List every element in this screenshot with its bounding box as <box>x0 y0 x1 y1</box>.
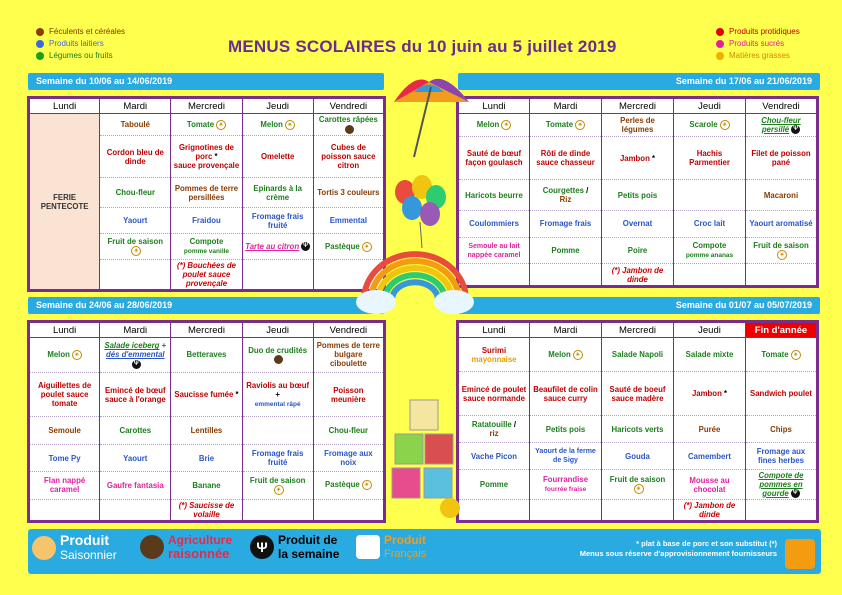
day-header: Lundi <box>29 322 100 338</box>
menu-cell <box>530 114 602 137</box>
menu-cell <box>242 114 313 136</box>
menu-cell: Emincé de bœuf sauce à l'orange <box>100 372 171 417</box>
badge-label: Agriculture <box>168 533 233 547</box>
menu-cell: Pomme <box>530 237 602 264</box>
menu-cell: Gouda <box>602 443 674 470</box>
dish-label: Duo de crudités <box>248 345 308 355</box>
seasonal-icon: ☀ <box>362 242 372 252</box>
menu-cell <box>100 260 171 291</box>
menu-cell: Haricots beurre <box>458 180 530 211</box>
menu-table-week1 <box>27 96 386 292</box>
menu-cell: Haricots verts <box>602 416 674 443</box>
seasonal-icon: ☀ <box>131 246 141 256</box>
menu-cell: Yaourt aromatisé <box>746 210 818 237</box>
menu-cell: Yaourt de la ferme de Sigy <box>530 443 602 470</box>
menu-cell: Fromage frais <box>530 210 602 237</box>
substitute-note: (*) Jambon de dinde <box>602 264 674 287</box>
menu-cell: Petits pois <box>530 416 602 443</box>
menu-cell <box>746 264 818 287</box>
dish-label: Tarte au citron <box>245 241 300 251</box>
menu-cell: Taboulé <box>100 114 171 136</box>
menu-cell: Fromage aux noix <box>313 444 384 471</box>
menu-cell <box>530 500 602 522</box>
dish-label: Tomate <box>186 119 215 129</box>
badge-label: Produit <box>60 532 109 548</box>
seasonal-icon: ☀ <box>573 350 583 360</box>
day-header: Jeudi <box>674 322 746 338</box>
menu-cell: Pommes de terre persillées <box>171 178 242 208</box>
day-header: Mercredi <box>602 98 674 114</box>
menu-cell <box>602 500 674 522</box>
menu-cell <box>746 114 818 137</box>
day-header: Vendredi <box>313 98 384 114</box>
seasonal-icon: ☀ <box>501 120 511 130</box>
menu-cell <box>242 499 313 521</box>
menu-cell <box>242 417 313 444</box>
badge-label: Produit de <box>278 533 338 547</box>
menu-cell: Beaufilet de colin sauce curry <box>530 372 602 416</box>
menu-cell: Fromage aux fines herbes <box>746 443 818 470</box>
day-header: Mercredi <box>171 322 242 338</box>
menu-cell <box>602 137 674 180</box>
seasonal-icon: ☀ <box>634 484 644 494</box>
menu-cell <box>100 499 171 521</box>
menu-cell: Pommes de terre bulgare ciboulette <box>313 338 384 373</box>
menu-cell <box>29 499 100 521</box>
menu-cell: Fraidou <box>171 208 242 234</box>
menu-cell: Hachis Parmentier <box>674 137 746 180</box>
week-header-4: Semaine du 01/07 au 05/07/2019 <box>458 297 820 314</box>
legend-label: Produits laitiers <box>49 39 104 48</box>
seasonal-icon: ☀ <box>216 120 226 130</box>
day-header: Lundi <box>458 98 530 114</box>
menu-cell: Sauté de bœuf façon goulasch <box>458 137 530 180</box>
week-header-2: Semaine du 17/06 au 21/06/2019 <box>458 73 820 90</box>
holiday-label: FERIE PENTECOTE <box>40 192 89 211</box>
dish-label: Surimi <box>481 345 507 355</box>
dish-detail: emmental râpé <box>254 400 301 408</box>
menu-cell: Salade Napoli <box>602 338 674 372</box>
menu-table-week2 <box>456 96 819 288</box>
menu-cell <box>674 237 746 264</box>
menu-cell <box>674 114 746 137</box>
dish-label: Saucisse fumée <box>174 390 234 400</box>
blue-dot-icon <box>36 40 44 48</box>
menu-cell: Perles de légumes <box>602 114 674 137</box>
day-header: Mardi <box>530 98 602 114</box>
menu-cell: Overnat <box>602 210 674 237</box>
product-of-week-icon: Ψ <box>301 242 310 251</box>
legend-label: Produits sucrés <box>729 39 785 48</box>
seasonal-icon: ☀ <box>720 120 730 130</box>
menu-cell: Fromage frais fruité <box>242 444 313 471</box>
dish-label: Pastèque <box>325 480 360 490</box>
kids-logo-icon <box>785 539 815 569</box>
menu-cell: Mousse au chocolat <box>674 470 746 500</box>
seasonal-icon: ☀ <box>575 120 585 130</box>
menu-cell: Betteraves <box>171 338 242 373</box>
menu-cell: Petits pois <box>602 180 674 211</box>
menu-cell <box>100 338 171 373</box>
footnote-line: * plat à base de porc et son substitut (*) <box>636 539 777 548</box>
dish-label: Scarole <box>689 120 718 130</box>
pink-dot-icon <box>716 40 724 48</box>
dish-label: Melon <box>476 120 500 130</box>
seasonal-icon: ☀ <box>274 485 284 495</box>
seasonal-icon: ☀ <box>791 350 801 360</box>
menu-cell: Yaourt <box>100 444 171 471</box>
footer-bar <box>28 529 821 574</box>
menu-cell: Emincé de poulet sauce normande <box>458 372 530 416</box>
menu-cell: Rôti de dinde sauce chasseur <box>530 137 602 180</box>
dish-sauce: sauce provençale <box>173 161 240 170</box>
day-header: Mercredi <box>602 322 674 338</box>
dish-label: Compote <box>189 237 224 246</box>
seasonal-icon: ☀ <box>362 480 372 490</box>
yellow-dot-icon <box>716 52 724 60</box>
day-header: Jeudi <box>242 98 313 114</box>
product-of-week-icon: Ψ <box>791 125 800 134</box>
menu-cell: Brie <box>171 444 242 471</box>
menu-cell: Chips <box>746 416 818 443</box>
dish-label: Melon <box>260 119 283 129</box>
menu-cell: Banane <box>171 472 242 499</box>
menu-cell: Aiguillettes de poulet sauce tomate <box>29 372 100 417</box>
agriculture-badge <box>140 533 232 561</box>
dish-label: Fruit de saison <box>753 241 809 251</box>
menu-cell: Chou-fleur <box>100 178 171 208</box>
menu-cell: Vache Picon <box>458 443 530 470</box>
menu-cell: Poisson meunière <box>313 372 384 417</box>
menu-cell: Croc lait <box>674 210 746 237</box>
dish-label: Fruit de saison <box>107 237 164 246</box>
product-of-week-icon: Ψ <box>250 535 274 559</box>
agriculture-icon <box>274 355 283 364</box>
separator: + <box>161 341 167 351</box>
day-header: Lundi <box>458 322 530 338</box>
menu-cell: Salade mixte <box>674 338 746 372</box>
menu-cell <box>602 470 674 500</box>
dish-label: Fourrandise <box>542 475 589 485</box>
menu-cell <box>674 372 746 416</box>
menu-table-week3 <box>27 320 386 523</box>
menu-cell <box>458 338 530 372</box>
dish-label: Chou-fleur persillé <box>761 116 801 134</box>
badge-label: la semaine <box>278 547 340 561</box>
menu-cell <box>746 338 818 372</box>
menu-cell <box>530 264 602 287</box>
pork-marker: * <box>235 390 239 400</box>
day-header: Vendredi <box>313 322 384 338</box>
menu-cell: Macaroni <box>746 180 818 211</box>
cans-illustration <box>390 396 460 524</box>
dish-label: Compote de pommes en gourde <box>758 471 804 498</box>
france-map-icon <box>356 535 380 559</box>
menu-cell: Epinards à la crème <box>242 178 313 208</box>
badge-label: Saisonnier <box>60 548 117 562</box>
pork-marker: * <box>214 152 218 161</box>
footnote-line: Menus sous réserve d'approvisionnement fournisseurs <box>579 549 777 558</box>
legend-label: Légumes ou fruits <box>49 51 113 60</box>
substitute-note: (*) Bouchées de poulet sauce provençale <box>171 260 242 291</box>
substitute-note: (*) Jambon de dinde <box>674 500 746 522</box>
dish-label: Grignotines de porc <box>178 143 234 161</box>
menu-cell <box>746 470 818 500</box>
menu-cell: Fromage frais fruité <box>242 208 313 234</box>
menu-cell: Gaufre fantasia <box>100 472 171 499</box>
menu-cell: Cubes de poisson sauce citron <box>313 136 384 178</box>
dish-label: Melon <box>548 349 571 359</box>
menu-cell <box>530 338 602 372</box>
separator: + <box>275 389 280 399</box>
menu-cell <box>746 500 818 522</box>
dish-label: Carottes râpées <box>318 115 378 125</box>
menu-cell: Coulommiers <box>458 210 530 237</box>
menu-cell: Camembert <box>674 443 746 470</box>
dish-label: dés d'emmental <box>105 350 165 360</box>
dish-label: Riz <box>559 195 572 205</box>
dish-label: Fruit de saison <box>609 475 666 485</box>
page-title: MENUS SCOLAIRES du 10 juin au 5 juillet 2019 <box>228 37 617 56</box>
menu-cell <box>242 372 313 417</box>
last-day-header: Fin d'année <box>746 322 818 338</box>
dish-label: Fruit de saison <box>249 475 306 485</box>
menu-cell <box>171 114 242 136</box>
french-product-badge <box>356 533 426 561</box>
umbrella-illustration <box>384 62 474 162</box>
menu-cell: Cordon bleu de dinde <box>100 136 171 178</box>
dish-label: Pastèque <box>325 241 360 251</box>
day-header: Mercredi <box>171 98 242 114</box>
menu-cell: Filet de poisson pané <box>746 137 818 180</box>
dish-label: Compote <box>692 241 727 251</box>
dish-label: Ratatouille <box>471 420 512 429</box>
dish-label: Jambon <box>619 153 650 163</box>
menu-cell: Omelette <box>242 136 313 178</box>
menu-cell: Poire <box>602 237 674 264</box>
day-header: Jeudi <box>674 98 746 114</box>
product-of-week-icon: Ψ <box>132 360 141 369</box>
dish-label: Courgettes <box>542 186 584 196</box>
red-dot-icon <box>716 28 724 36</box>
pork-marker: * <box>724 389 728 398</box>
agriculture-icon <box>345 125 354 134</box>
menu-cell: Yaourt <box>100 208 171 234</box>
day-header: Lundi <box>29 98 100 114</box>
legend-label: Matières grasses <box>729 51 790 60</box>
menu-cell: Flan nappé caramel <box>29 472 100 499</box>
menu-cell: Sauté de boeuf sauce madère <box>602 372 674 416</box>
legend-right <box>716 26 800 62</box>
day-header: Jeudi <box>242 322 313 338</box>
menu-cell <box>674 180 746 211</box>
menu-cell: Tortis 3 couleurs <box>313 178 384 208</box>
menu-cell <box>458 500 530 522</box>
day-header: Mardi <box>100 98 171 114</box>
menu-cell <box>242 234 313 260</box>
product-of-week-badge <box>250 533 339 561</box>
dish-detail: pomme vanille <box>183 248 230 255</box>
holiday-cell <box>29 114 100 291</box>
legend-label: Féculents et céréales <box>49 27 126 36</box>
badge-label: raisonnée <box>168 546 230 561</box>
menu-table-week4 <box>456 320 819 523</box>
menu-cell <box>171 234 242 260</box>
menu-cell <box>242 260 313 291</box>
menu-cell: Sandwich poulet <box>746 372 818 416</box>
menu-cell <box>171 372 242 417</box>
menu-cell: Semoule <box>29 417 100 444</box>
menu-cell: Emmental <box>313 208 384 234</box>
menu-cell: Pomme <box>458 470 530 500</box>
seasonal-icon: ☀ <box>777 250 787 260</box>
dish-detail: pomme ananas <box>685 252 734 260</box>
dish-label: Jambon <box>691 389 722 398</box>
separator: / <box>513 420 517 429</box>
menu-cell <box>674 264 746 287</box>
menu-cell <box>313 472 384 499</box>
menu-cell <box>100 234 171 260</box>
legend-left <box>36 26 125 62</box>
menu-cell <box>530 470 602 500</box>
menu-cell: Tome Py <box>29 444 100 471</box>
menu-cell: Carottes <box>100 417 171 444</box>
dish-label: Raviolis au bœuf <box>246 380 310 390</box>
menu-cell: Semoule au lait nappée caramel <box>458 237 530 264</box>
badge-label: Français <box>384 548 427 560</box>
substitute-note: (*) Saucisse de volaille <box>171 499 242 521</box>
seasonal-icon: ☀ <box>285 120 295 130</box>
dish-label: Salade iceberg <box>104 341 160 351</box>
product-of-week-icon: Ψ <box>791 489 800 498</box>
menu-cell: Chou-fleur <box>313 417 384 444</box>
menu-cell <box>242 472 313 499</box>
separator: / <box>586 186 589 196</box>
menu-cell <box>29 338 100 373</box>
menu-cell <box>530 180 602 211</box>
badge-label: Produit <box>384 533 426 547</box>
menu-cell <box>313 499 384 521</box>
dish-label: Tomate <box>545 120 574 130</box>
footnote <box>580 539 777 559</box>
rainbow-illustration <box>354 240 476 316</box>
menu-cell: Purée <box>674 416 746 443</box>
menu-cell <box>242 338 313 373</box>
dish-label: Tomate <box>761 349 789 359</box>
seasonal-icon: ☀ <box>72 350 82 360</box>
dish-detail: mayonnaise <box>471 354 517 364</box>
day-header: Mardi <box>530 322 602 338</box>
green-dot-icon <box>36 52 44 60</box>
menu-cell <box>746 237 818 264</box>
seasonal-product-icon <box>32 536 56 560</box>
agriculture-icon <box>140 535 164 559</box>
seasonal-product-badge <box>32 533 117 563</box>
menu-cell <box>458 416 530 443</box>
week-header-3: Semaine du 24/06 au 28/06/2019 <box>28 297 384 314</box>
dish-label: riz <box>489 429 499 438</box>
menu-cell <box>313 114 384 136</box>
dish-label: Melon <box>47 350 70 360</box>
week-header-1: Semaine du 10/06 au 14/06/2019 <box>28 73 384 90</box>
pork-marker: * <box>652 153 656 163</box>
balloons-illustration <box>390 172 450 250</box>
menu-cell <box>171 136 242 178</box>
dish-detail: fourrée fraise <box>544 486 587 494</box>
brown-dot-icon <box>36 28 44 36</box>
day-header: Mardi <box>100 322 171 338</box>
legend-label: Produits protidiques <box>729 27 800 36</box>
day-header: Vendredi <box>746 98 818 114</box>
menu-cell: Lentilles <box>171 417 242 444</box>
